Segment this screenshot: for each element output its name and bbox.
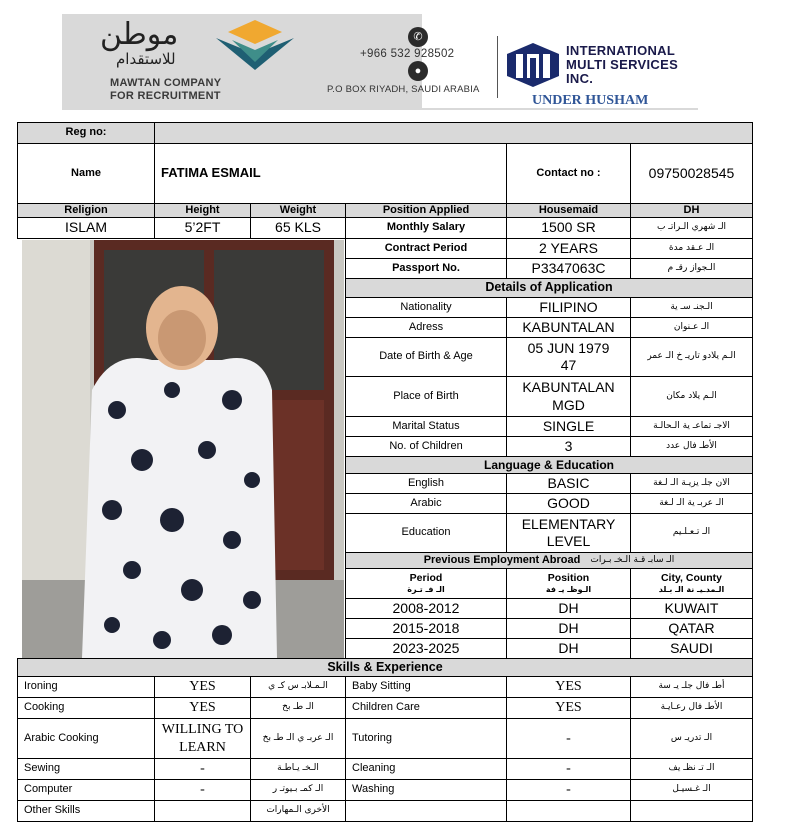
salary-value: 1500 SR (506, 217, 631, 239)
skill-children-care-value: YES (506, 697, 631, 719)
skill-empty-arabic (630, 800, 753, 822)
salary-arabic: الـ شهري الـراتـ ب (630, 217, 753, 239)
nationality-label: Nationality (345, 297, 507, 318)
dob-age-arabic: الـم يلادو تاريـ خ الـ عمر (630, 337, 753, 377)
company-phone: +966 532 928502 (360, 48, 455, 60)
passport-label: Passport No. (345, 258, 507, 279)
position-header-en: Position (547, 571, 590, 584)
place-of-birth-label: Place of Birth (345, 376, 507, 417)
skill-arabic-cooking-line1: WILLING TO (161, 722, 244, 737)
contact-label: Contact no : (506, 143, 631, 204)
candidate-photo (22, 240, 344, 658)
mawtan-arabic-logo: موطن (100, 17, 179, 52)
passport-arabic: الـجواز رقـ م (630, 258, 753, 279)
city-header-ar: الـمدـيـ نة الـ بـلد (658, 585, 725, 595)
weight-value: 65 KLS (250, 217, 346, 239)
education-value (506, 513, 631, 553)
employment-period-2: 2015-2018 (345, 618, 507, 639)
children-value: 3 (506, 436, 631, 457)
skill-washing-arabic: الـ غـسيـل (630, 779, 753, 801)
place-of-birth-value (506, 376, 631, 417)
skill-ironing-label: Ironing (17, 676, 155, 698)
phone-icon: ✆ (408, 27, 428, 47)
skill-cooking-value: YES (154, 697, 251, 719)
skill-arabic-cooking-line2: LEARN (179, 739, 226, 755)
skill-ironing-arabic: الـمـلابـ س كـ ي (250, 676, 346, 698)
employment-period-1: 2008-2012 (345, 598, 507, 619)
employment-country-3: SAUDI (630, 638, 753, 659)
skill-baby-sitting-value: YES (506, 676, 631, 698)
language-section-title: Language & Education (345, 456, 753, 474)
mawtan-company-name (110, 77, 221, 103)
skill-sewing-label: Sewing (17, 758, 155, 780)
contact-value: 09750028545 (630, 143, 753, 204)
skill-washing-value: - (506, 779, 631, 801)
skill-arabic-cooking-arabic: الـ عربـ ي الـ طـ بخ (250, 718, 346, 759)
skill-computer-value: - (154, 779, 251, 801)
place-of-birth-line1: KABUNTALAN (522, 379, 615, 395)
skill-other-arabic: الأخرى الـمهارات (250, 800, 346, 822)
weight-label: Weight (250, 203, 346, 218)
period-header (345, 568, 507, 599)
marital-status-label: Marital Status (345, 416, 507, 437)
english-arabic: الان جلـ يزيـة الـ لـغة (630, 473, 753, 494)
header-divider (497, 36, 498, 98)
skill-empty-value (506, 800, 631, 822)
position-applied-value: Housemaid (506, 203, 631, 218)
skill-tutoring-label: Tutoring (345, 718, 507, 759)
education-arabic: الـ تـعـلـيم (630, 513, 753, 553)
height-value: 5’2FT (154, 217, 251, 239)
position-header (506, 568, 631, 599)
period-header-en: Period (409, 571, 443, 584)
english-label: English (345, 473, 507, 494)
skill-sewing-value: - (154, 758, 251, 780)
employment-title-ar: الـ سابـ قـة الـخـ بـرات (590, 554, 675, 565)
skill-children-care-label: Children Care (345, 697, 507, 719)
employment-position-3: DH (506, 638, 631, 659)
arabic-label: Arabic (345, 493, 507, 514)
children-label: No. of Children (345, 436, 507, 457)
skill-sewing-arabic: الـخـ يـاطـة (250, 758, 346, 780)
address-value: KABUNTALAN (506, 317, 631, 338)
religion-label: Religion (17, 203, 155, 218)
details-section-title: Details of Application (345, 278, 753, 298)
city-header (630, 568, 753, 599)
education-line1: ELEMENTARY (521, 515, 616, 532)
skills-section-title: Skills & Experience (17, 658, 753, 677)
mawtan-name-line1: MAWTAN COMPANY (110, 77, 222, 89)
address-arabic: الـ عـنوان (630, 317, 753, 338)
ims-name-line3: INC. (566, 71, 594, 86)
dob-value: 05 JUN 1979 (527, 339, 610, 356)
contract-label: Contract Period (345, 238, 507, 259)
position-header-ar: الـوظـ يـ فة (545, 585, 592, 595)
mawtan-arabic-subtitle: للاستقدام (116, 50, 176, 68)
skill-washing-label: Washing (345, 779, 507, 801)
name-value: FATIMA ESMAIL (154, 143, 507, 204)
skill-cooking-label: Cooking (17, 697, 155, 719)
address-label: Adress (345, 317, 507, 338)
skill-cleaning-label: Cleaning (345, 758, 507, 780)
name-label: Name (17, 143, 155, 204)
ims-name-line2: MULTI SERVICES (566, 57, 679, 72)
reg-no-label: Reg no: (17, 122, 155, 144)
mawtan-name-line2: FOR RECRUITMENT (110, 90, 221, 102)
children-arabic: الأطـ فال عدد (630, 436, 753, 457)
skill-empty-label (345, 800, 507, 822)
reg-no-value (154, 122, 753, 144)
position-code: DH (630, 203, 753, 218)
skill-computer-arabic: الـ كمـ بـيوتـ ر (250, 779, 346, 801)
skill-cleaning-arabic: الـ تـ نظـ يف (630, 758, 753, 780)
skill-computer-label: Computer (17, 779, 155, 801)
skill-baby-sitting-label: Baby Sitting (345, 676, 507, 698)
under-husham-label: UNDER HUSHAM (532, 93, 649, 108)
employment-position-2: DH (506, 618, 631, 639)
skill-ironing-value: YES (154, 676, 251, 698)
arabic-arabic: الـ عربـ ية الـ لـغة (630, 493, 753, 514)
skill-cleaning-value: - (506, 758, 631, 780)
salary-label: Monthly Salary (345, 217, 507, 239)
employment-section-title (345, 552, 753, 569)
city-header-en: City, County (660, 571, 723, 584)
location-pin-icon: ● (408, 61, 428, 81)
nationality-value: FILIPINO (506, 297, 631, 318)
skill-baby-sitting-arabic: أطـ فال جلـ يـ سة (630, 676, 753, 698)
skill-other-value (154, 800, 251, 822)
contract-value: 2 YEARS (506, 238, 631, 259)
employment-country-1: KUWAIT (630, 598, 753, 619)
religion-value: ISLAM (17, 217, 155, 239)
employment-position-1: DH (506, 598, 631, 619)
education-line2: LEVEL (546, 533, 591, 549)
skill-tutoring-value: - (506, 718, 631, 759)
employment-country-2: QATAR (630, 618, 753, 639)
dob-age-value (506, 337, 631, 377)
mawtan-logo-icon (212, 18, 298, 72)
education-label: Education (345, 513, 507, 553)
company-address: P.O BOX RIYADH, SAUDI ARABIA (327, 84, 480, 95)
passport-value: P3347063C (506, 258, 631, 279)
skill-other-label: Other Skills (17, 800, 155, 822)
dob-age-label: Date of Birth & Age (345, 337, 507, 377)
contract-arabic: الـ عـقد مدة (630, 238, 753, 259)
skill-arabic-cooking-label: Arabic Cooking (17, 718, 155, 759)
arabic-value: GOOD (506, 493, 631, 514)
height-label: Height (154, 203, 251, 218)
english-value: BASIC (506, 473, 631, 494)
employment-title-en: Previous Employment Abroad (423, 553, 581, 566)
candidate-photo-image (22, 240, 344, 658)
place-of-birth-line2: MGD (552, 396, 585, 413)
place-of-birth-arabic: الـم يلاد مكان (630, 376, 753, 417)
skill-tutoring-arabic: الـ تدريـ س (630, 718, 753, 759)
age-value: 47 (560, 357, 577, 373)
position-applied-label: Position Applied (345, 203, 507, 218)
period-header-ar: الـ فـ تـرة (407, 585, 445, 595)
ims-name-line1: INTERNATIONAL (566, 43, 676, 58)
skill-arabic-cooking-value (154, 718, 251, 759)
marital-status-arabic: الاجـ تماعـ ية الـحالـة (630, 416, 753, 437)
ims-logo-icon (505, 42, 561, 88)
employment-period-3: 2023-2025 (345, 638, 507, 659)
marital-status-value: SINGLE (506, 416, 631, 437)
nationality-arabic: الـجنـ سـ ية (630, 297, 753, 318)
skill-children-care-arabic: الأطـ فال رعـايـة (630, 697, 753, 719)
skill-cooking-arabic: الـ طـ بخ (250, 697, 346, 719)
ims-company-name (566, 44, 678, 86)
